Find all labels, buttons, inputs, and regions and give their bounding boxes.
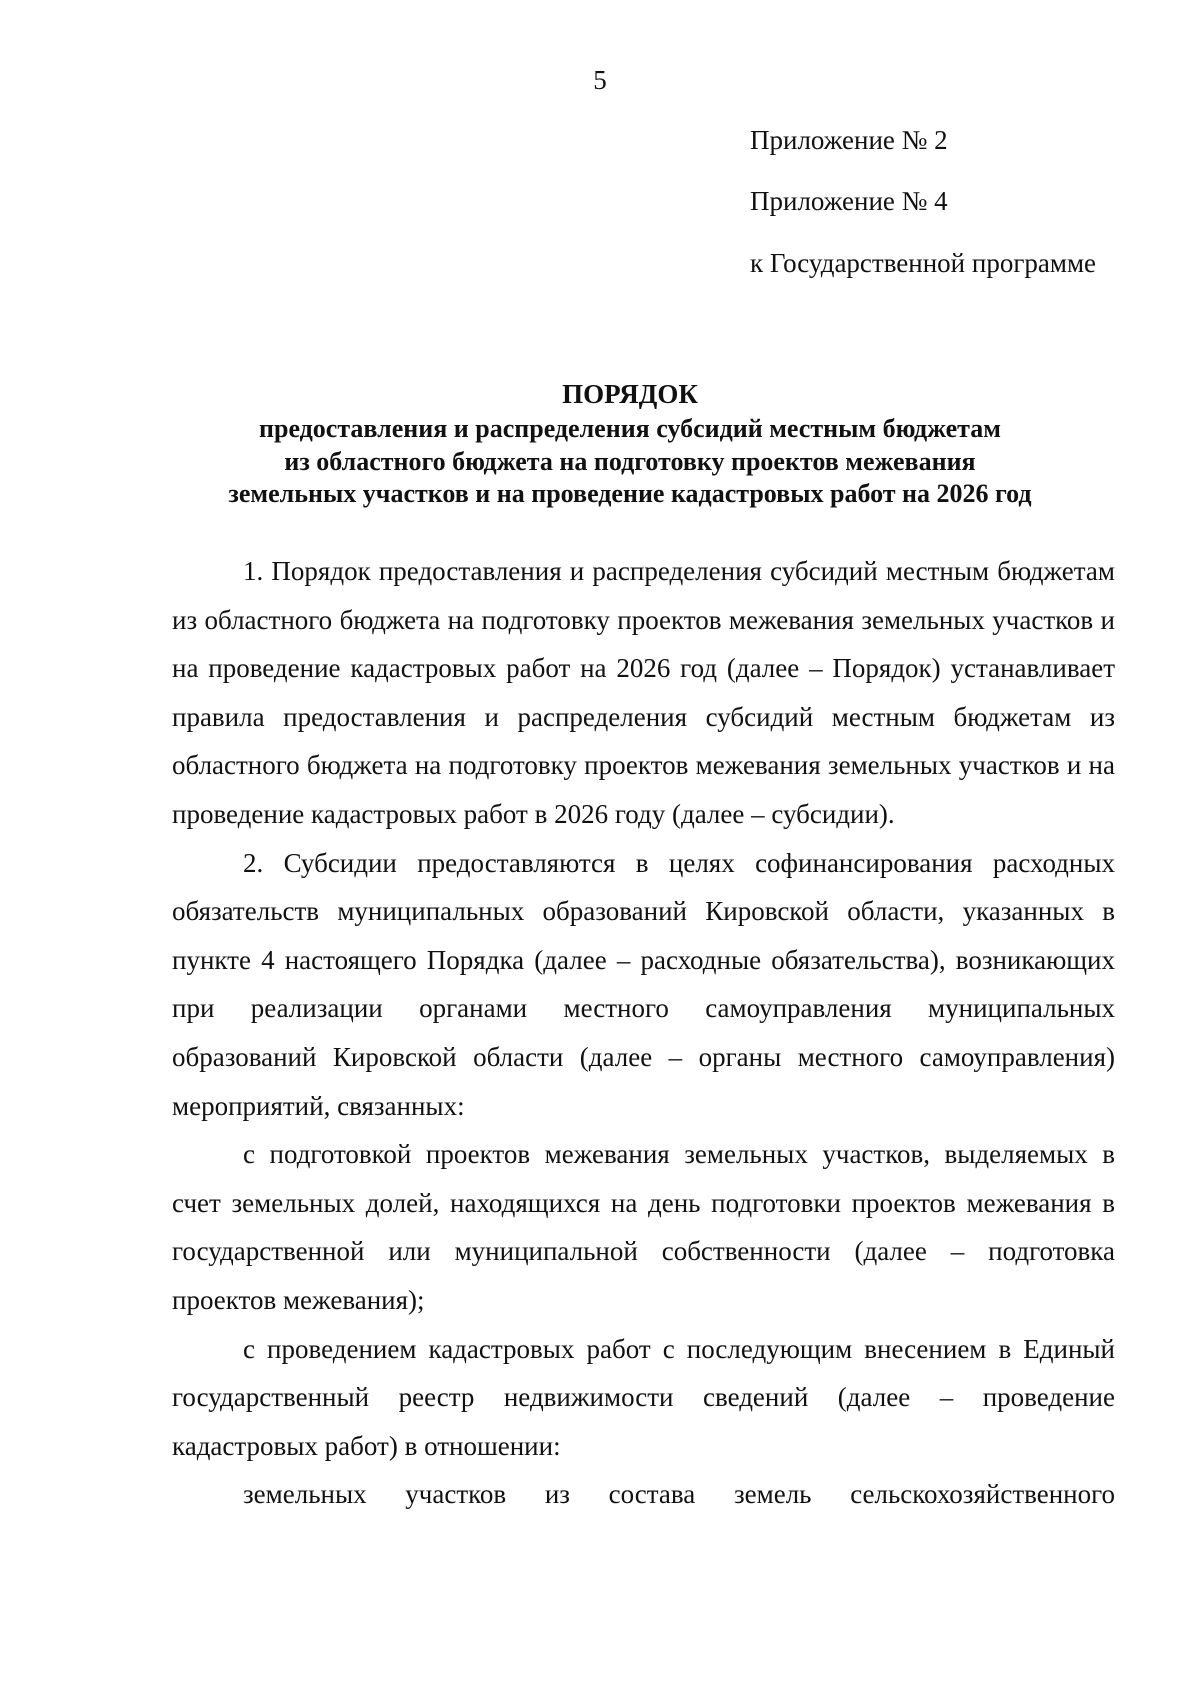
paragraph-5: земельных участков из состава земель сельскохозяйственного — [243, 1479, 1115, 1510]
appendix-line-2: Приложение № 4 — [750, 186, 948, 216]
document-body — [172, 547, 1115, 1519]
document-title — [150, 375, 1110, 511]
title-line-1: предоставления и распределения субсидий местным бюджетам — [259, 414, 1001, 443]
title-heading: ПОРЯДОК — [562, 379, 698, 409]
title-line-2: из областного бюджета на подготовку проектов межевания — [284, 446, 976, 476]
paragraph-1: 1. Порядок предоставления и распределения субсидий местным бюджетам из областного бюджета на подготовку проектов межевания земельных участков и на проведение кадастровых работ на 2026 год (далее – Порядок) устанавливает правила предоставления и распределения субсидий местным бюджетам из областного бюджета на подготовку проектов межевания земельных участков и на проведение кадастровых работ в 2026 году (далее – субсидии). — [172, 556, 1115, 829]
title-line-3: земельных участков и на проведение кадастровых работ на 2026 год — [228, 479, 1032, 508]
paragraph-3: с подготовкой проектов межевания земельных участков, выделяемых в счет земельных долей, находящихся на день подготовки проектов межевания в государственной или муниципальной собственности (далее – подготовка проектов межевания); — [172, 1139, 1115, 1315]
page-number: 5 — [593, 65, 607, 95]
paragraph-2: 2. Субсидии предоставляются в целях софинансирования расходных обязательств муниципальных образований Кировской области, указанных в пункте 4 настоящего Порядка (далее – расходные обязательства), возникающих при реализации органами местного самоуправления муниципальных образований Кировской области (далее – органы местного самоуправления) мероприятий, связанных: — [172, 847, 1115, 1121]
appendix-line-1: Приложение № 2 — [750, 125, 948, 155]
paragraph-4: с проведением кадастровых работ с последующим внесением в Единый государственный реестр недвижимости сведений (далее – проведение кадастровых работ) в отношении: — [172, 1333, 1115, 1461]
appendix-line-3: к Государственной программе — [750, 248, 1097, 278]
